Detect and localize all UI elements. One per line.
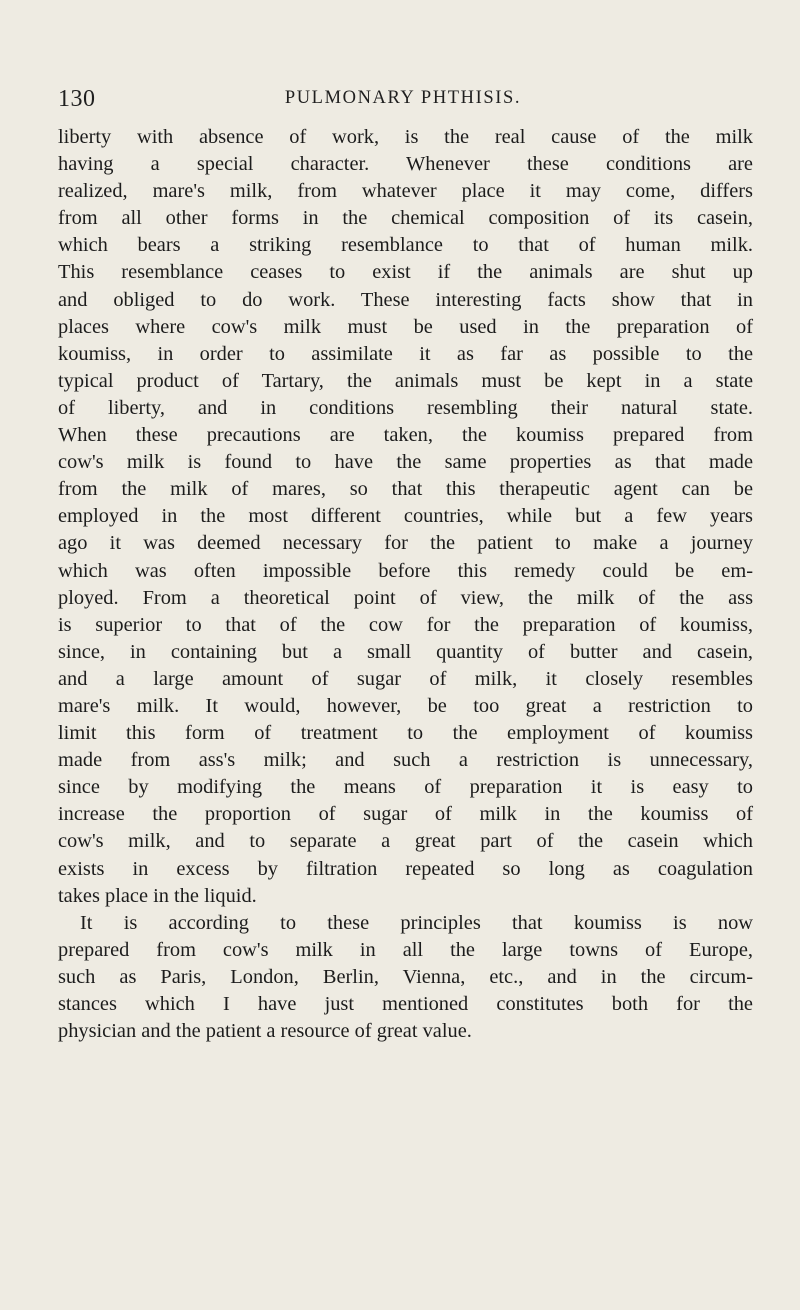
text-line: prepared from cow's milk in all the large towns of Europe, [58,938,753,961]
text-line: limit this form of treatment to the employment of koumiss [58,722,753,745]
text-line: physician and the patient a resource of great value. [58,1020,472,1043]
text-line: takes place in the liquid. [58,884,257,907]
text-line: which bears a striking resemblance to that of human milk. [58,234,753,257]
text-line: ployed. From a theoretical point of view, the milk of the ass [58,586,753,609]
text-line: employed in the most different countries, while but a few years [58,505,753,528]
text-line: cow's milk, and to separate a great part of the casein which [58,830,753,853]
running-head: PULMONARY PHTHISIS. [284,88,522,108]
text-line: made from ass's milk; and such a restriction is unnecessary, [58,749,753,772]
paragraph [58,124,753,910]
body-text [58,124,753,1045]
text-line: exists in excess by filtration repeated so long as coagulation [58,857,753,880]
text-line: places where cow's milk must be used in the preparation of [58,315,753,338]
text-line: of liberty, and in conditions resembling their natural state. [58,396,753,419]
text-line: from all other forms in the chemical composition of its casein, [58,207,753,230]
text-line: having a special character. Whenever these conditions are [58,153,753,176]
text-line: since, in containing but a small quantity of butter and casein, [58,640,753,663]
text-line: which was often impossible before this remedy could be em- [58,559,753,582]
text-line: ago it was deemed necessary for the patient to make a journey [58,532,753,555]
text-line: and obliged to do work. These interesting facts show that in [58,288,753,311]
text-line: cow's milk is found to have the same properties as that made [58,451,753,474]
text-line: koumiss, in order to assimilate it as far as possible to the [58,342,753,365]
text-line: mare's milk. It would, however, be too great a restriction to [58,694,753,717]
text-line: from the milk of mares, so that this therapeutic agent can be [58,478,753,501]
text-line: It is according to these principles that koumiss is now [80,911,753,934]
text-line: is superior to that of the cow for the preparation of koumiss, [58,613,753,636]
text-line: and a large amount of sugar of milk, it closely resembles [58,667,753,690]
text-line: When these precautions are taken, the koumiss prepared from [58,424,753,447]
text-line: liberty with absence of work, is the real cause of the milk [58,126,753,148]
text-line: stances which I have just mentioned constitutes both for the [58,993,753,1015]
text-line: realized, mare's milk, from whatever place it may come, differs [58,180,753,203]
text-line: typical product of Tartary, the animals must be kept in a state [58,369,753,392]
page-header [58,86,748,116]
paragraph [58,910,753,1045]
text-line: since by modifying the means of preparation it is easy to [58,776,753,799]
text-line: such as Paris, London, Berlin, Vienna, etc., and in the circum- [58,965,753,988]
text-line: This resemblance ceases to exist if the animals are shut up [58,261,753,284]
page-number: 130 [58,86,96,112]
text-line: increase the proportion of sugar of milk in the koumiss of [58,803,753,826]
